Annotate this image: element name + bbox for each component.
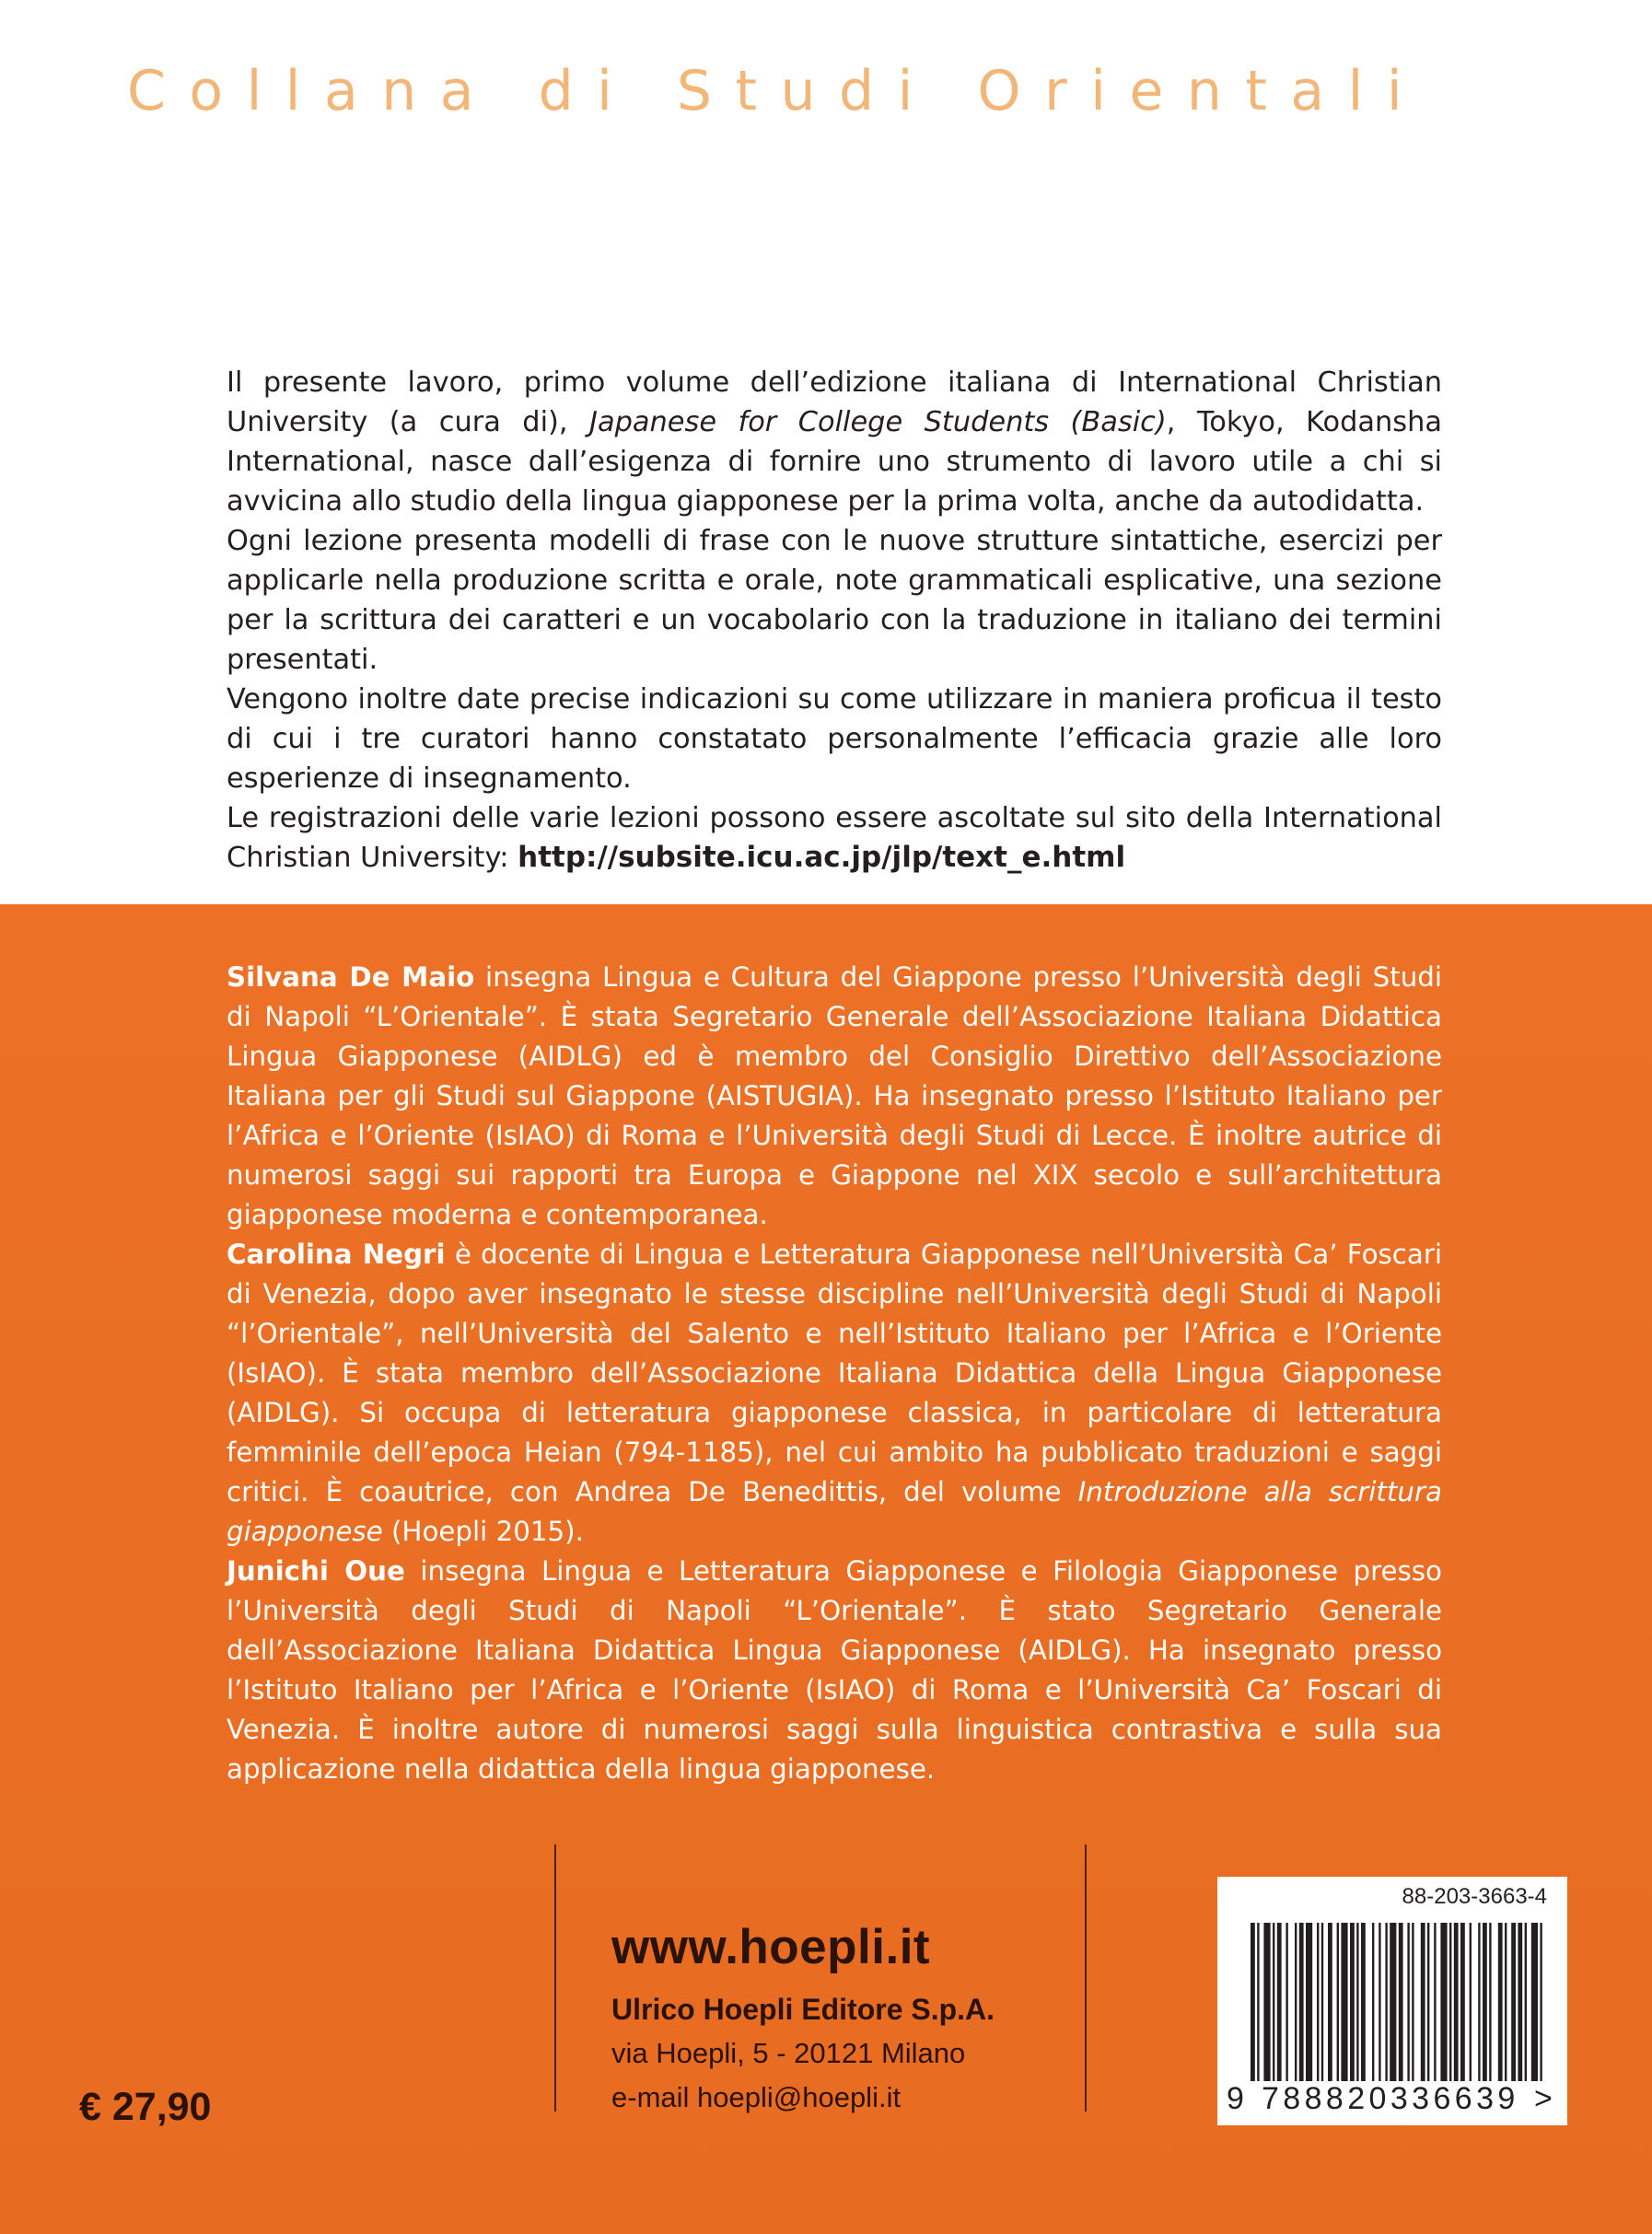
barcode-bar bbox=[1478, 1923, 1480, 2081]
barcode-bar bbox=[1328, 1923, 1332, 2081]
barcode-bar bbox=[1427, 1923, 1429, 2081]
barcode-bar bbox=[1263, 1923, 1270, 2081]
barcode-bar bbox=[1399, 1923, 1403, 2081]
author-name: Silvana De Maio bbox=[227, 961, 475, 993]
barcode-bar bbox=[1518, 1923, 1522, 2081]
author-name: Carolina Negri bbox=[227, 1239, 446, 1270]
barcode-bar bbox=[1295, 1923, 1297, 2081]
barcode-bar bbox=[1434, 1923, 1436, 2081]
barcode-bar bbox=[1350, 1923, 1355, 2081]
barcode-bar bbox=[1412, 1923, 1414, 2081]
intro-paragraph-2: Ogni lezione presenta modelli di frase con le nuove strutture sintattiche, esercizi per applicarle nella produzione scritta e orale, note grammaticali esplicative, una sezione per la scrittura dei caratteri e un vocabolario con la traduzione in italiano dei termini presentati. bbox=[227, 525, 1442, 676]
barcode bbox=[1217, 1877, 1567, 2125]
intro-paragraph-1: Il presente lavoro, primo volume dell’edizione italiana di International Christian University (a cura di), Japanese for College Students (Basic), Tokyo, Kodansha International, nasce dall’esigenza di fornire uno strumento di lavoro utile a chi si avvicina allo studio della lingua giapponese per la prima volta, anche da autodidatta. bbox=[227, 367, 1442, 518]
intro-paragraph-4: Le registrazioni delle varie lezioni possono essere ascoltate sul sito della International Christian University: http://subsite.icu.ac.jp/jlp/text_e.html bbox=[227, 802, 1442, 874]
barcode-bar bbox=[1286, 1923, 1287, 2081]
barcode-bar bbox=[1273, 1923, 1274, 2081]
ean-digits: 788820336639 bbox=[1262, 2081, 1519, 2116]
barcode-bar bbox=[1341, 1923, 1347, 2081]
ean-first-digit: 9 bbox=[1227, 2081, 1244, 2116]
series-title: Collana di Studi Orientali bbox=[127, 59, 1426, 123]
barcode-bar bbox=[1407, 1923, 1409, 2081]
barcode-bar bbox=[1498, 1923, 1503, 2081]
barcode-bar bbox=[1449, 1923, 1451, 2081]
author-bio: Junichi Oue insegna Lingua e Letteratura Giapponese e Filologia Giapponese presso l’Università degli Studi di Napoli “L’Orientale”. È stato Segretario Generale dell’Associazione Italiana Didattica Lingua Giapponese (AIDLG). Ha insegnato presso l’Istituto Italiano per l’Africa e l’Oriente (IsIAO) di Roma e l’Università Ca’ Foscari di Venezia. È inoltre autore di numerosi saggi sulla linguistica contrastiva e sulla sua applicazione nella didattica della lingua giapponese. bbox=[227, 1555, 1442, 1785]
author-name: Junichi Oue bbox=[227, 1555, 405, 1587]
divider-line bbox=[554, 1844, 556, 2112]
intro-book-title: Japanese for College Students (Basic) bbox=[589, 406, 1167, 438]
publisher-email[interactable]: e-mail hoepli@hoepli.it bbox=[611, 2081, 902, 2113]
isbn-10: 88-203-3663-4 bbox=[1402, 1884, 1547, 1909]
publisher-website[interactable]: www.hoepli.it bbox=[611, 1920, 931, 1974]
price: € 27,90 bbox=[79, 2085, 212, 2129]
barcode-bar bbox=[1337, 1923, 1339, 2081]
audio-url[interactable]: http://subsite.icu.ac.jp/jlp/text_e.html bbox=[518, 841, 1126, 874]
barcode-bar bbox=[1317, 1923, 1319, 2081]
author-bio: Carolina Negri è docente di Lingua e Letteratura Giapponese nell’Università Ca’ Foscari di Venezia, dopo aver insegnato le stesse discipline nell’Università degli Studi di Napoli “l’Orientale”, nell’Università del Salento e nell’Istituto Italiano per l’Africa e l’Oriente (IsIAO). È stata membro dell’Associazione Italiana Didattica della Lingua Giapponese (AIDLG). Si occupa di letteratura giapponese classica, in particolare di letteratura femminile dell’epoca Heian (794-1185), nel cui ambito ha pubblicato traduzioni e saggi critici. È coautrice, con Andrea De Benedittis, del volume Introduzione alla scrittura giapponese (Hoepli 2015). bbox=[227, 1239, 1443, 1547]
barcode-bar bbox=[1299, 1923, 1304, 2081]
barcode-bar bbox=[1505, 1923, 1507, 2081]
barcode-bar bbox=[1277, 1923, 1282, 2081]
barcode-bar bbox=[1421, 1923, 1425, 2081]
barcode-bar bbox=[1525, 1923, 1527, 2081]
barcode-bar bbox=[1440, 1923, 1447, 2081]
publisher-block bbox=[611, 1915, 1090, 2120]
book-title: Introduzione alla scrittura giapponese bbox=[227, 1476, 1442, 1547]
barcode-bar bbox=[1257, 1923, 1259, 2081]
barcode-bar bbox=[1356, 1923, 1358, 2081]
barcode-bar bbox=[1460, 1923, 1465, 2081]
barcode-bar bbox=[1321, 1923, 1323, 2081]
barcode-bar bbox=[1379, 1923, 1380, 2081]
barcode-bar bbox=[1385, 1923, 1387, 2081]
barcode-bar bbox=[1251, 1923, 1255, 2081]
barcode-bar bbox=[1454, 1923, 1459, 2081]
barcode-bar bbox=[1489, 1923, 1491, 2081]
barcode-bar bbox=[1306, 1923, 1312, 2081]
barcode-bar bbox=[1483, 1923, 1487, 2081]
ean-arrow: > bbox=[1534, 2081, 1553, 2116]
barcode-bar bbox=[1540, 1923, 1541, 2081]
publisher-address: via Hoepli, 5 - 20121 Milano bbox=[611, 2037, 966, 2069]
barcode-bar bbox=[1361, 1923, 1366, 2081]
barcode-bar bbox=[1372, 1923, 1374, 2081]
barcode-bar bbox=[1470, 1923, 1472, 2081]
author-bio: Silvana De Maio insegna Lingua e Cultura del Giappone presso l’Università degli Studi di Napoli “L’Orientale”. È stata Segretario Generale dell’Associazione Italiana Didattica Lingua Giapponese (AIDLG) ed è membro del Consiglio Direttivo dell’Associazione Italiana per gli Studi sul Giappone (AISTUGIA). Ha insegnato presso l’Istituto Italiano per l’Africa e l’Oriente (IsIAO) di Roma e l’Università degli Studi di Lecce. È inoltre autrice di numerosi saggi sui rapporti tra Europa e Giappone nel XIX secolo e sull’architettura giapponese moderna e contemporanea. bbox=[227, 961, 1442, 1230]
barcode-bar bbox=[1390, 1923, 1396, 2081]
publisher-name: Ulrico Hoepli Editore S.p.A. bbox=[611, 1993, 995, 2026]
intro-paragraph-3: Vengono inoltre date precise indicazioni su come utilizzare in maniera proficua il testo di cui i tre curatori hanno constatato personalmente l’efficacia grazie alle loro esperienze di insegnamento. bbox=[227, 683, 1442, 795]
barcode-bar bbox=[1511, 1923, 1516, 2081]
barcode-bar bbox=[1531, 1923, 1538, 2081]
author-bios bbox=[227, 958, 1442, 1789]
intro-text bbox=[227, 363, 1442, 878]
